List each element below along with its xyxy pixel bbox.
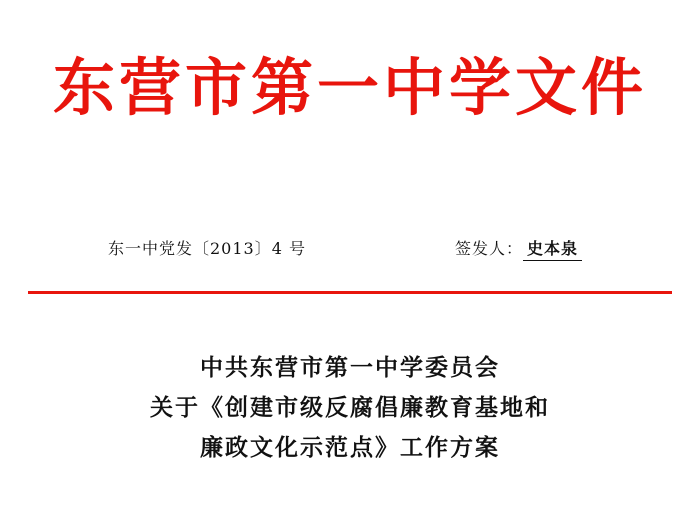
document-title-line-1: 中共东营市第一中学委员会 (200, 354, 500, 381)
red-separator-rule (28, 291, 672, 294)
document-masthead-title: 东营市第一中学文件 (52, 51, 647, 124)
issuer-name: 史本泉 (523, 236, 582, 261)
document-number: 东一中党发〔2013〕4 号 (108, 239, 306, 258)
document-title-line-3: 廉政文化示范点》工作方案 (200, 434, 500, 461)
document-issuer (455, 236, 582, 261)
document-title-block (0, 348, 700, 468)
document-title-line-2: 关于《创建市级反腐倡廉教育基地和 (150, 394, 550, 421)
issuer-label: 签发人： (455, 239, 524, 258)
document-meta-row (0, 236, 700, 262)
